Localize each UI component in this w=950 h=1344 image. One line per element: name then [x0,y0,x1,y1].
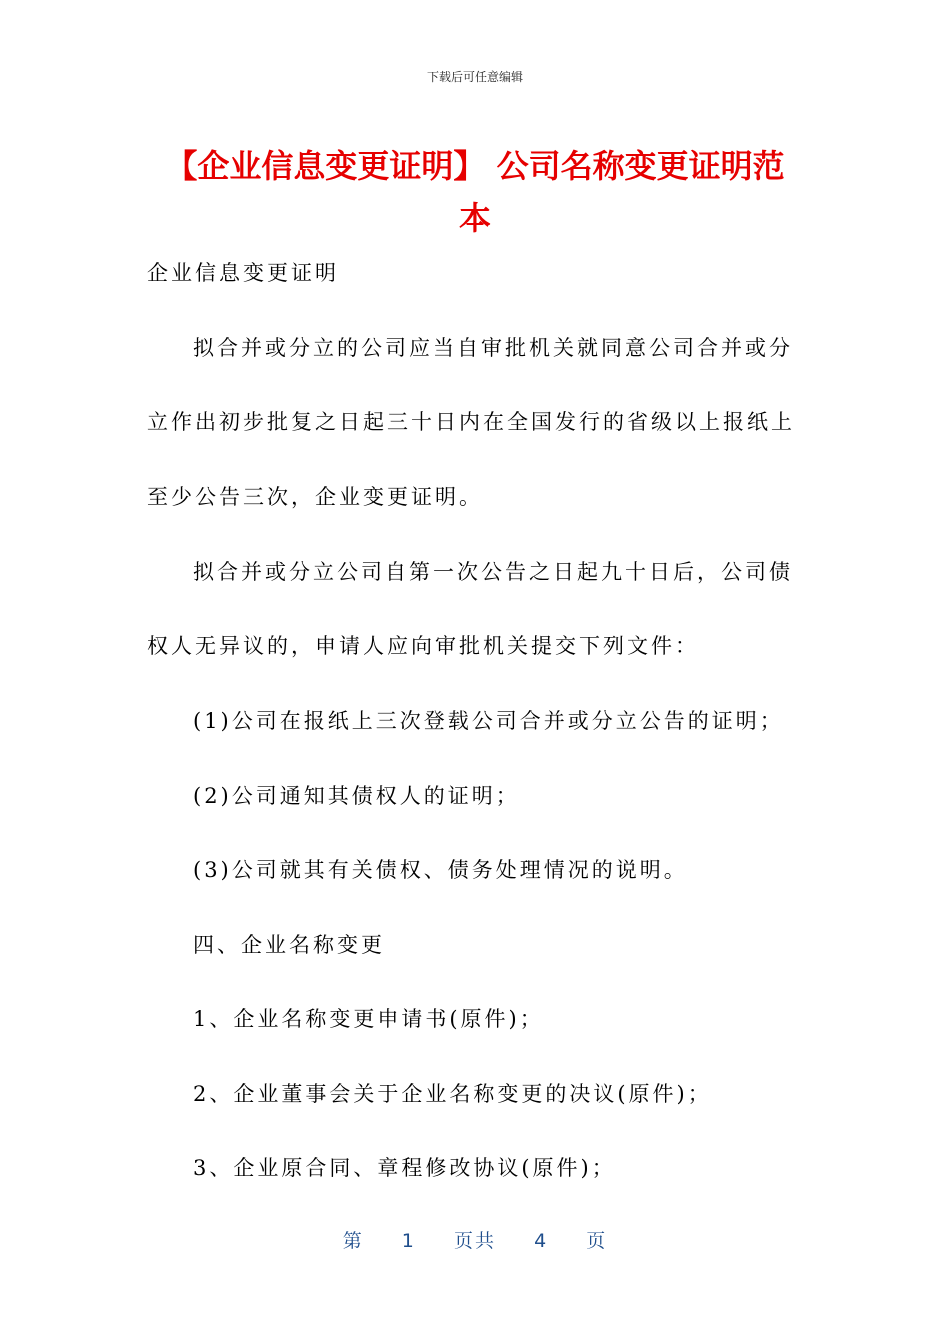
list-item: 1、企业名称变更申请书(原件)； [193,1007,544,1031]
total-page-count: 4 [534,1230,549,1252]
footer-suffix: 页 [586,1230,608,1252]
list-item: (3)公司就其有关债权、债务处理情况的说明。 [193,858,688,882]
paragraph-line: 至少公告三次，企业变更证明。 [147,485,483,509]
paragraph-line: 拟合并或分立的公司应当自审批机关就同意公司合并或分 [193,336,793,360]
footer-middle: 页共 [453,1230,496,1252]
current-page-number: 1 [401,1230,416,1252]
page-footer [0,1226,950,1253]
document-title: 【企业信息变更证明】 公司名称变更证明范本 [165,147,785,237]
footer-prefix: 第 [342,1230,364,1252]
paragraph-line: 拟合并或分立公司自第一次公告之日起九十日后，公司债 [193,560,793,584]
section-heading: 四、企业名称变更 [193,933,385,957]
list-item: (1)公司在报纸上三次登载公司合并或分立公告的证明； [193,709,784,733]
header-note: 下载后可任意编辑 [426,70,523,84]
list-item: (2)公司通知其债权人的证明； [193,784,520,808]
paragraph-line: 权人无异议的，申请人应向审批机关提交下列文件： [147,634,699,658]
list-item: 3、企业原合同、章程修改协议(原件)； [193,1156,616,1180]
paragraph-line: 立作出初步批复之日起三十日内在全国发行的省级以上报纸上 [147,410,795,434]
list-item: 2、企业董事会关于企业名称变更的决议(原件)； [193,1082,712,1106]
section-heading: 企业信息变更证明 [147,261,339,285]
